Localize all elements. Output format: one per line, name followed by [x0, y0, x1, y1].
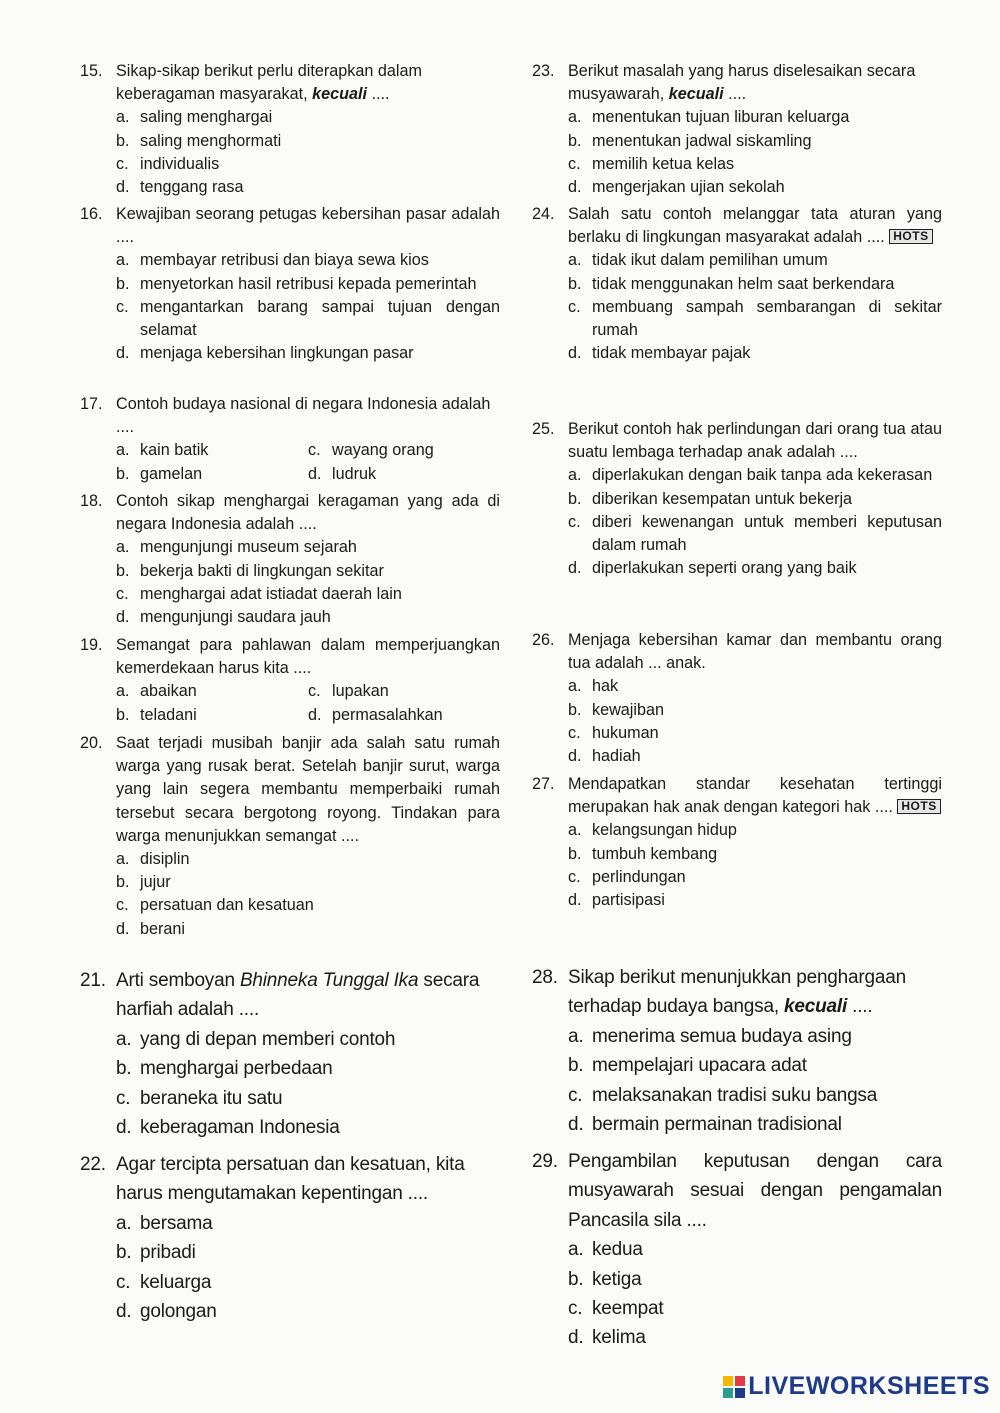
question-16	[80, 203, 500, 365]
option-c[interactable]	[532, 296, 942, 342]
option-text: hadiah	[592, 747, 641, 766]
option-text: membuang sampah sembarangan di sekitar rumah	[592, 297, 942, 340]
option-d[interactable]	[308, 704, 500, 727]
option-c[interactable]	[532, 511, 942, 557]
option-c[interactable]	[80, 296, 500, 342]
option-a[interactable]	[80, 848, 500, 871]
stem-text: Saat terjadi musibah banjir ada salah satu rumah warga yang rusak berat. Setelah banjir surut, warga yang lain segera membantu memperbaiki rumah tersebut secara bergotong royong. Tindakan para warga menunjukkan semangat ....	[116, 734, 500, 845]
option-letter: d.	[116, 608, 130, 627]
option-text: pribadi	[140, 1242, 196, 1264]
option-letter: d.	[568, 1114, 584, 1136]
stem-text: Contoh sikap menghargai keragaman yang ada di negara Indonesia adalah ....	[116, 492, 500, 534]
option-letter: b.	[116, 131, 130, 150]
question-number: 23.	[532, 62, 555, 80]
option-b[interactable]	[532, 488, 942, 511]
option-d[interactable]	[80, 342, 500, 365]
option-c[interactable]	[532, 1294, 942, 1323]
question-stem	[532, 773, 942, 819]
option-letter: c.	[116, 896, 129, 915]
option-letter: d.	[568, 559, 582, 578]
question-22	[80, 1150, 500, 1326]
option-letter: a.	[568, 1025, 584, 1047]
option-d[interactable]	[532, 745, 942, 768]
option-a[interactable]	[532, 106, 942, 129]
option-text: diperlakukan dengan baik tanpa ada kekerasan	[592, 466, 933, 485]
option-b[interactable]	[116, 463, 308, 486]
question-stem	[532, 203, 942, 249]
option-letter: a.	[116, 108, 130, 127]
option-letter: c.	[308, 682, 321, 701]
question-25	[532, 418, 942, 580]
option-letter: b.	[116, 274, 130, 293]
option-text: diperlakukan seperti orang yang baik	[592, 559, 857, 578]
stem-text: Sikap-sikap berikut perlu diterapkan dalam keberagaman masyarakat,	[116, 62, 422, 104]
option-text: golongan	[140, 1301, 217, 1323]
option-text: keluarga	[140, 1271, 212, 1293]
option-letter: d.	[568, 891, 582, 910]
option-text: kewajiban	[592, 700, 664, 719]
question-stem	[80, 732, 500, 848]
option-text: menentukan jadwal siskamling	[592, 131, 812, 150]
option-text: teladani	[140, 705, 197, 724]
question-26	[532, 629, 942, 768]
option-c[interactable]	[80, 894, 500, 917]
option-letter: a.	[568, 251, 582, 270]
stem-emphasis: kecuali	[784, 996, 848, 1018]
hots-badge: HOTS	[889, 229, 932, 244]
option-text: menjaga kebersihan lingkungan pasar	[140, 344, 414, 363]
question-number: 22.	[80, 1154, 106, 1175]
option-d[interactable]	[80, 606, 500, 629]
option-text: menentukan tujuan liburan keluarga	[592, 108, 850, 127]
question-18	[80, 490, 500, 629]
stem-text: Kewajiban seorang petugas kebersihan pasar adalah ....	[116, 205, 500, 247]
option-letter: a.	[116, 441, 130, 460]
option-letter: d.	[116, 919, 130, 938]
option-letter: b.	[116, 873, 130, 892]
option-b[interactable]	[532, 130, 942, 153]
option-b[interactable]	[80, 130, 500, 153]
options-grid	[80, 439, 500, 485]
question-15	[80, 60, 500, 199]
option-a[interactable]	[532, 1022, 942, 1051]
option-c[interactable]	[80, 153, 500, 176]
option-b[interactable]	[532, 1051, 942, 1080]
option-a[interactable]	[532, 1235, 942, 1264]
option-letter: d.	[116, 344, 130, 363]
option-letter: d.	[116, 1117, 132, 1139]
option-letter: b.	[116, 1058, 132, 1080]
option-d[interactable]	[532, 1323, 942, 1352]
stem-tail: ....	[852, 996, 873, 1018]
option-a[interactable]	[116, 439, 308, 462]
stem-text: Semangat para pahlawan dalam memperjuangkan kemerdekaan harus kita ....	[116, 636, 500, 678]
option-letter: d.	[116, 1301, 132, 1323]
option-text: jujur	[140, 873, 171, 892]
option-text: hak	[592, 677, 619, 696]
option-letter: c.	[568, 1298, 583, 1320]
question-number: 20.	[80, 734, 103, 752]
option-letter: c.	[116, 1271, 131, 1293]
option-a[interactable]	[80, 1025, 500, 1054]
option-text: abaikan	[140, 682, 197, 701]
option-b[interactable]	[80, 1238, 500, 1267]
option-c[interactable]	[532, 866, 942, 889]
option-letter: b.	[568, 274, 582, 293]
option-text: bekerja bakti di lingkungan sekitar	[140, 561, 384, 580]
option-letter: c.	[116, 584, 129, 603]
option-text: mengunjungi saudara jauh	[140, 608, 331, 627]
option-text: kelima	[592, 1327, 646, 1349]
hots-badge: HOTS	[897, 799, 940, 814]
option-letter: b.	[568, 1268, 584, 1290]
option-text: saling menghormati	[140, 131, 282, 150]
option-a[interactable]	[80, 536, 500, 559]
option-text: partisipasi	[592, 891, 665, 910]
stem-tail: secara harfiah adalah ....	[116, 970, 480, 1021]
option-text: wayang orang	[332, 441, 434, 460]
option-letter: a.	[568, 1239, 584, 1261]
option-d[interactable]	[532, 889, 942, 912]
option-text: kelangsungan hidup	[592, 821, 737, 840]
option-d[interactable]	[532, 342, 942, 365]
question-20	[80, 732, 500, 941]
question-number: 19.	[80, 636, 103, 654]
option-text: bersama	[140, 1212, 213, 1234]
option-letter: b.	[568, 700, 582, 719]
option-letter: d.	[308, 464, 322, 483]
option-letter: b.	[568, 489, 582, 508]
option-letter: d.	[568, 344, 582, 363]
question-24	[532, 203, 942, 365]
option-c[interactable]	[308, 680, 500, 703]
stem-text: Berikut contoh hak perlindungan dari orang tua atau suatu lembaga terhadap anak adalah ....	[568, 420, 942, 462]
option-letter: a.	[116, 251, 130, 270]
stem-text: Agar tercipta persatuan dan kesatuan, kita harus mengutamakan kepentingan ....	[116, 1154, 465, 1205]
option-text: ludruk	[332, 464, 377, 483]
option-a[interactable]	[532, 249, 942, 272]
option-text: tumbuh kembang	[592, 844, 718, 863]
option-b[interactable]	[80, 560, 500, 583]
question-stem	[80, 966, 500, 1025]
option-text: diberi kewenangan untuk memberi keputusan dalam rumah	[592, 512, 942, 555]
option-text: berani	[140, 919, 185, 938]
option-text: lupakan	[332, 682, 389, 701]
question-number: 18.	[80, 492, 103, 510]
option-text: mempelajari upacara adat	[592, 1055, 807, 1077]
option-letter: c.	[568, 723, 581, 742]
option-letter: b.	[568, 1055, 584, 1077]
option-text: mengerjakan ujian sekolah	[592, 178, 785, 197]
option-text: perlindungan	[592, 867, 686, 886]
stem-emphasis: kecuali	[668, 85, 724, 104]
option-letter: a.	[116, 1028, 132, 1050]
stem-tail: ....	[728, 85, 747, 104]
option-text: beraneka itu satu	[140, 1087, 283, 1109]
option-c[interactable]	[532, 153, 942, 176]
option-letter: d.	[308, 705, 322, 724]
option-text: disiplin	[140, 850, 190, 869]
option-d[interactable]	[532, 1110, 942, 1139]
option-text: individualis	[140, 154, 220, 173]
option-letter: a.	[568, 821, 582, 840]
option-b[interactable]	[532, 843, 942, 866]
option-letter: a.	[568, 466, 582, 485]
option-a[interactable]	[80, 1209, 500, 1238]
option-letter: c.	[308, 441, 321, 460]
option-text: keempat	[592, 1298, 664, 1320]
option-text: gamelan	[140, 464, 203, 483]
stem-tail: ....	[371, 85, 390, 104]
option-letter: a.	[568, 677, 582, 696]
stem-text: Menjaga kebersihan kamar dan membantu orang tua adalah ... anak.	[568, 631, 942, 673]
option-d[interactable]	[80, 1113, 500, 1142]
question-stem	[80, 634, 500, 680]
option-text: mengantarkan barang sampai tujuan dengan selamat	[140, 297, 500, 340]
option-text: kedua	[592, 1239, 643, 1261]
brand-text: LIVEWORKSHEETS	[748, 1372, 990, 1400]
option-c[interactable]	[80, 1268, 500, 1297]
question-number: 17.	[80, 395, 103, 413]
question-19	[80, 634, 500, 727]
question-number: 21.	[80, 970, 106, 991]
question-stem	[532, 1147, 942, 1235]
option-c[interactable]	[532, 1081, 942, 1110]
option-letter: d.	[568, 747, 582, 766]
option-letter: b.	[568, 131, 582, 150]
option-letter: d.	[568, 178, 582, 197]
option-letter: c.	[116, 154, 129, 173]
question-number: 28.	[532, 967, 558, 988]
question-29	[532, 1147, 942, 1353]
question-stem	[80, 203, 500, 249]
option-letter: d.	[568, 1327, 584, 1349]
option-text: keberagaman Indonesia	[140, 1117, 340, 1139]
option-letter: c.	[568, 297, 581, 316]
question-number: 25.	[532, 420, 555, 438]
option-b[interactable]	[532, 273, 942, 296]
question-stem	[532, 963, 942, 1022]
option-text: mengunjungi museum sejarah	[140, 538, 357, 557]
option-text: menyetorkan hasil retribusi kepada pemerintah	[140, 274, 477, 293]
option-letter: b.	[116, 561, 130, 580]
option-text: permasalahkan	[332, 705, 443, 724]
liveworksheets-icon	[723, 1376, 745, 1398]
option-a[interactable]	[116, 680, 308, 703]
stem-text: Sikap berikut menunjukkan penghargaan terhadap budaya bangsa,	[568, 967, 907, 1018]
stem-text: Berikut masalah yang harus diselesaikan secara musyawarah,	[568, 62, 916, 104]
option-b[interactable]	[116, 704, 308, 727]
option-letter: b.	[116, 705, 130, 724]
option-text: membayar retribusi dan biaya sewa kios	[140, 251, 429, 270]
question-stem	[80, 60, 500, 106]
option-b[interactable]	[80, 273, 500, 296]
question-stem	[532, 418, 942, 464]
question-number: 15.	[80, 62, 103, 80]
stem-text: Salah satu contoh melanggar tata aturan yang berlaku di lingkungan masyarakat adalah ....	[568, 205, 942, 247]
option-text: tidak membayar pajak	[592, 344, 751, 363]
option-text: saling menghargai	[140, 108, 273, 127]
question-21	[80, 966, 500, 1142]
stem-text: Mendapatkan standar kesehatan tertinggi merupakan hak anak dengan kategori hak ....	[568, 775, 942, 817]
option-c[interactable]	[80, 583, 500, 606]
option-b[interactable]	[80, 1054, 500, 1083]
question-stem	[80, 1150, 500, 1209]
liveworksheets-logo[interactable]	[723, 1372, 990, 1401]
option-d[interactable]	[80, 176, 500, 199]
question-17	[80, 393, 500, 486]
option-text: yang di depan memberi contoh	[140, 1028, 396, 1050]
option-a[interactable]	[532, 464, 942, 487]
option-d[interactable]	[80, 1297, 500, 1326]
option-text: tenggang rasa	[140, 178, 244, 197]
option-letter: c.	[116, 297, 129, 316]
question-27	[532, 773, 942, 912]
question-number: 27.	[532, 775, 555, 793]
question-28	[532, 963, 942, 1139]
question-stem	[80, 393, 500, 439]
option-letter: c.	[568, 867, 581, 886]
option-letter: c.	[568, 1084, 583, 1106]
option-letter: b.	[116, 464, 130, 483]
option-c[interactable]	[308, 439, 500, 462]
option-d[interactable]	[532, 557, 942, 580]
option-text: persatuan dan kesatuan	[140, 896, 314, 915]
option-letter: a.	[568, 108, 582, 127]
option-text: tidak menggunakan helm saat berkendara	[592, 274, 895, 293]
stem-text: Arti semboyan	[116, 970, 235, 991]
option-letter: c.	[116, 1087, 131, 1109]
option-a[interactable]	[532, 819, 942, 842]
option-text: diberikan kesempatan untuk bekerja	[592, 489, 853, 508]
option-text: menghargai perbedaan	[140, 1058, 333, 1080]
question-number: 24.	[532, 205, 555, 223]
option-d[interactable]	[80, 918, 500, 941]
option-text: kain batik	[140, 441, 209, 460]
option-letter: a.	[116, 1212, 132, 1234]
option-b[interactable]	[532, 699, 942, 722]
option-a[interactable]	[80, 249, 500, 272]
option-text: tidak ikut dalam pemilihan umum	[592, 251, 828, 270]
option-text: ketiga	[592, 1268, 642, 1290]
option-letter: b.	[116, 1242, 132, 1264]
option-text: melaksanakan tradisi suku bangsa	[592, 1084, 878, 1106]
option-a[interactable]	[532, 675, 942, 698]
stem-emphasis: kecuali	[312, 85, 368, 104]
question-number: 26.	[532, 631, 555, 649]
option-text: menerima semua budaya asing	[592, 1025, 852, 1047]
option-b[interactable]	[532, 1265, 942, 1294]
option-text: memilih ketua kelas	[592, 154, 735, 173]
options-grid	[80, 680, 500, 726]
option-letter: c.	[568, 512, 581, 531]
option-letter: a.	[116, 850, 130, 869]
option-letter: b.	[568, 844, 582, 863]
option-text: bermain permainan tradisional	[592, 1114, 842, 1136]
question-stem	[532, 629, 942, 675]
option-letter: a.	[116, 682, 130, 701]
option-c[interactable]	[532, 722, 942, 745]
question-stem	[80, 490, 500, 536]
question-stem	[532, 60, 942, 106]
option-b[interactable]	[80, 871, 500, 894]
stem-text: Pengambilan keputusan dengan cara musyawarah sesuai dengan pengamalan Pancasila sila ....	[568, 1151, 942, 1231]
option-letter: d.	[116, 178, 130, 197]
option-text: hukuman	[592, 723, 659, 742]
option-c[interactable]	[80, 1084, 500, 1113]
option-letter: c.	[568, 154, 581, 173]
stem-text: Contoh budaya nasional di negara Indonesia adalah ....	[116, 395, 491, 437]
question-number: 29.	[532, 1151, 558, 1172]
option-d[interactable]	[308, 463, 500, 486]
stem-italic: Bhinneka Tunggal Ika	[239, 970, 419, 991]
question-number: 16.	[80, 205, 103, 223]
option-letter: a.	[116, 538, 130, 557]
option-a[interactable]	[80, 106, 500, 129]
option-d[interactable]	[532, 176, 942, 199]
option-text: menghargai adat istiadat daerah lain	[140, 584, 402, 603]
question-23	[532, 60, 942, 199]
